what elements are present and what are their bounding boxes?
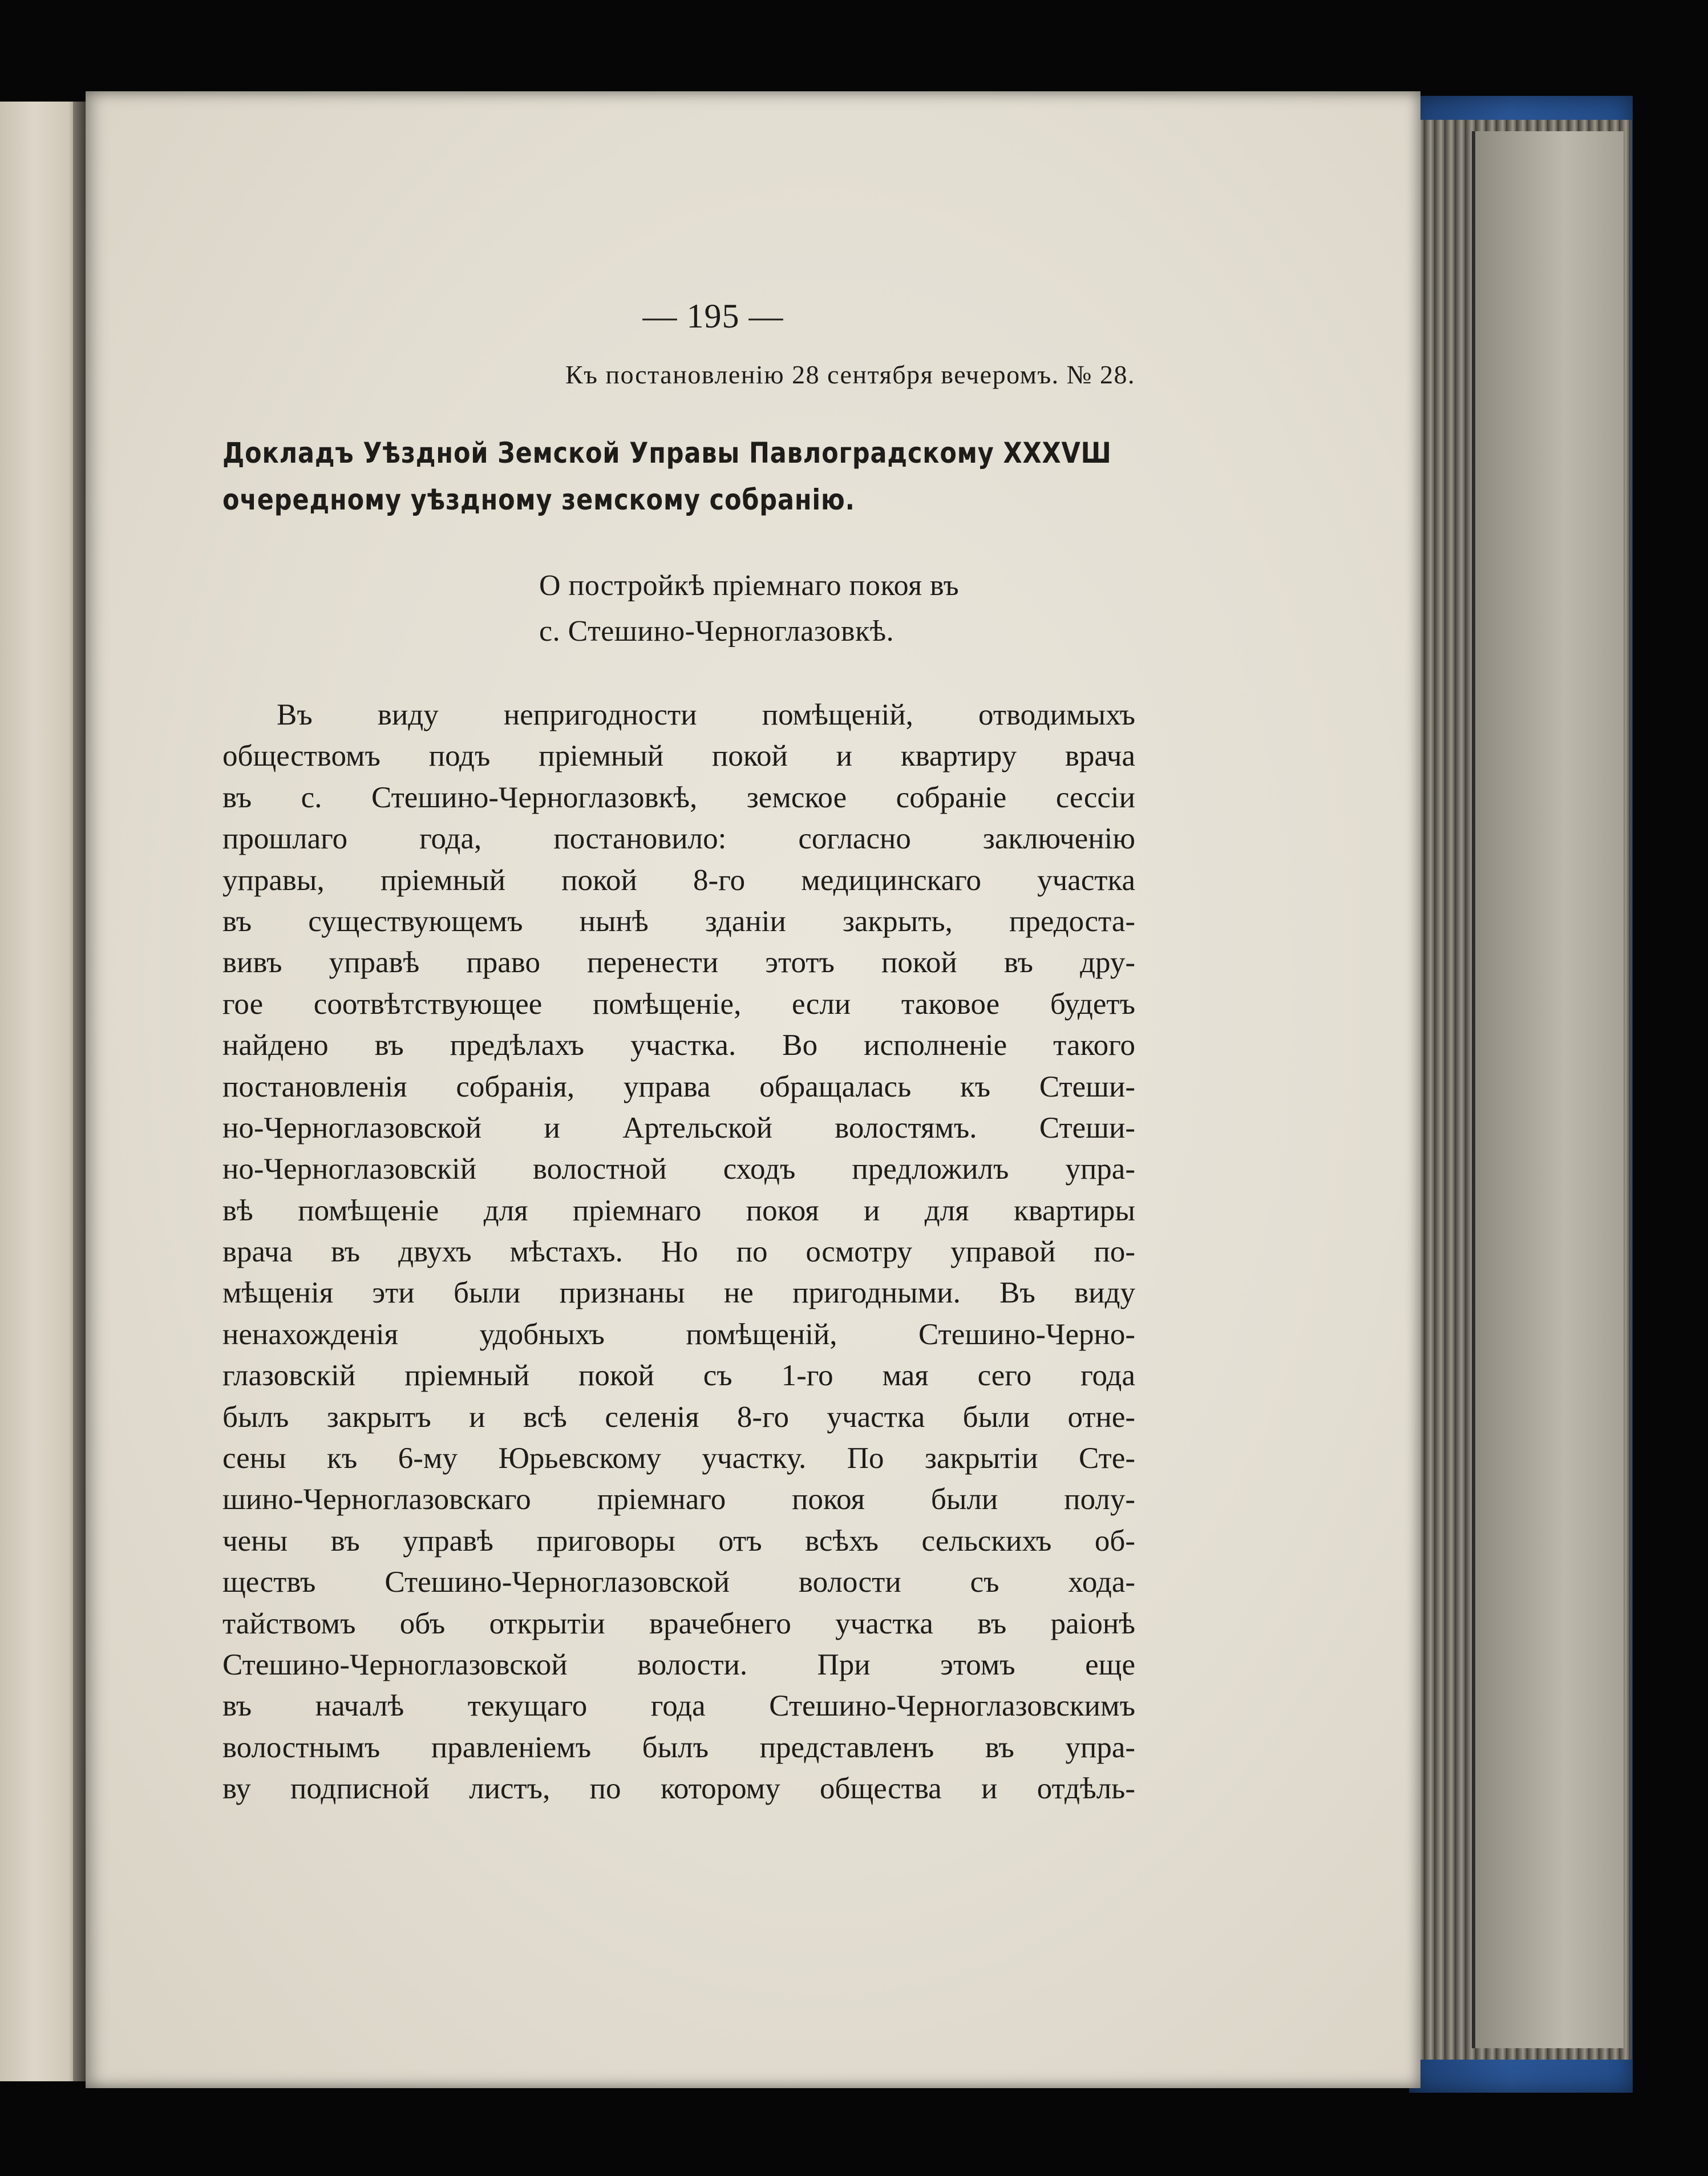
underlying-sheet [1472,131,1624,2048]
body-line: постановленія собранія, управа обращалась къ Стеши- [222,1070,1135,1103]
body-text [222,694,1135,1810]
body-line: чены въ управѣ приговоры отъ всѣхъ сельскихъ об- [222,1524,1135,1558]
body-line: въ с. Стешино-Черноглазовкѣ, земское собраніе сессіи [222,780,1135,814]
body-line: волостнымъ правленіемъ былъ представленъ въ упра- [222,1730,1135,1764]
report-subject [539,563,1135,654]
body-line: прошлаго года, постановило: согласно заключенію [222,822,1135,856]
book-page [86,91,1420,2088]
body-line: въ началѣ текущаго года Стешино-Черноглазовскимъ [222,1689,1135,1723]
body-line: найдено въ предѣлахъ участка. Во исполненіе такого [222,1029,1135,1062]
body-line: сены къ 6-му Юрьевскому участку. По закрытіи Сте- [222,1442,1135,1475]
body-line: мѣщенія эти были признаны не пригодными. Въ виду [222,1276,1135,1310]
body-line: ненахожденія удобныхъ помѣщеній, Стешино-Черно- [222,1317,1135,1351]
body-line: ществъ Стешино-Черноглазовской волости съ хода- [222,1566,1135,1599]
page-content [222,297,1135,1810]
body-line: но-Черноглазовской и Артельской волостямъ. Стеши- [222,1111,1135,1144]
body-line: Въ виду непригодности помѣщеній, отводимыхъ [277,698,1135,731]
body-line: былъ закрытъ и всѣ селенія 8-го участка были отне- [222,1400,1135,1434]
body-line: въ существующемъ нынѣ зданіи закрыть, предоста- [222,904,1135,938]
body-line: глазовскій пріемный покой съ 1-го мая сего года [222,1359,1135,1393]
body-line: управы, пріемный покой 8-го медицинскаго участка [222,863,1135,897]
report-subject-line: с. Стешино-Черноглазовкѣ. [539,615,895,648]
report-title-line: Докладъ Уѣздной Земской Управы Павлоградскому XXXVШ [222,436,1112,470]
body-line: Стешино-Черноглазовской волости. При этомъ еще [222,1648,1135,1681]
report-title-line: очередному уѣздному земскому собранію. [222,483,855,516]
page-number: — 195 — [642,297,784,335]
resolution-reference: Къ постановленію 28 сентября вечеромъ. № 28. [565,360,1135,389]
body-line: тайствомъ объ открытіи врачебнего участка въ раіонѣ [222,1607,1135,1640]
body-line: ву подписной листъ, по которому общества и отдѣль- [222,1772,1135,1806]
body-line: вѣ помѣщеніе для пріемнаго покоя и для квартиры [222,1194,1135,1227]
body-line: врача въ двухъ мѣстахъ. Но по осмотру управой по- [222,1235,1135,1269]
body-line: вивъ управѣ право перенести этотъ покой въ дру- [222,946,1135,980]
body-line: шино-Черноглазовскаго пріемнаго покоя были полу- [222,1483,1135,1516]
body-line: гое соотвѣтствующее помѣщеніе, если таковое будетъ [222,987,1135,1021]
report-title [222,430,1133,523]
body-line: но-Черноглазовскій волостной сходъ предложилъ упра- [222,1152,1135,1186]
report-subject-line: О постройкѣ пріемнаго покоя въ [539,569,960,602]
body-line: обществомъ подъ пріемный покой и квартиру врача [222,739,1135,773]
